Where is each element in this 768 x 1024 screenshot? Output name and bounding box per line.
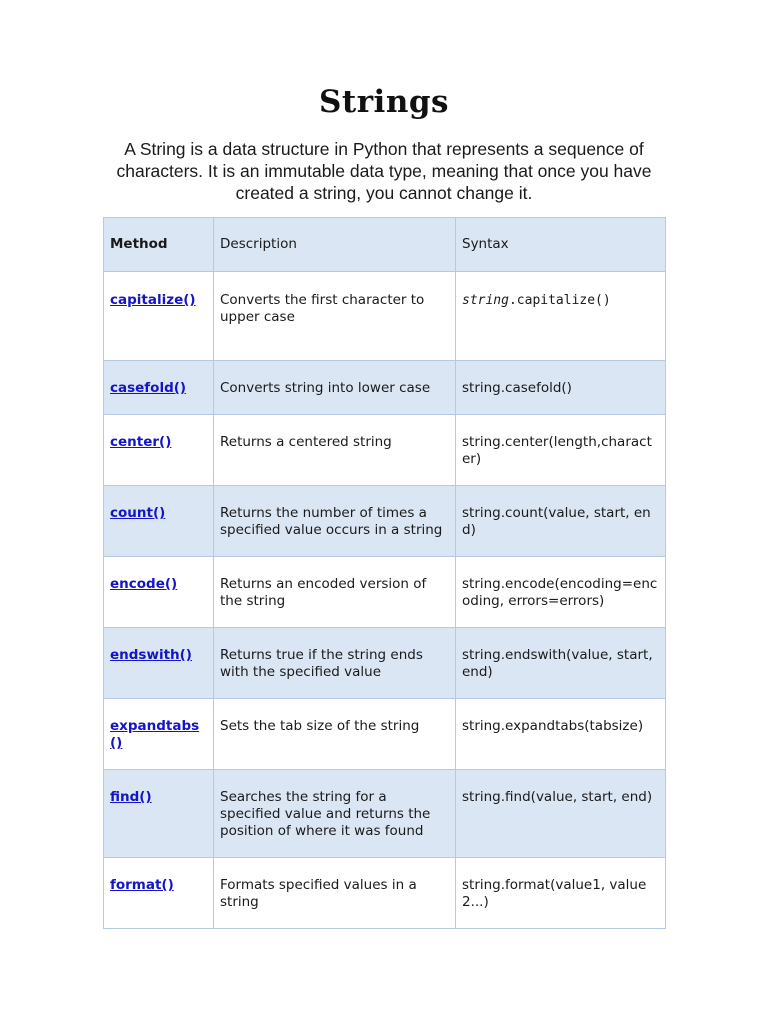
method-cell (104, 486, 214, 557)
method-link-format[interactable]: format() (110, 877, 174, 893)
description-cell: Sets the tab size of the string (214, 699, 456, 770)
table-header-row (104, 218, 666, 272)
syntax-cell: string.encode(encoding=encoding, errors=errors) (456, 557, 666, 628)
method-cell (104, 628, 214, 699)
description-cell: Returns the number of times a specified value occurs in a string (214, 486, 456, 557)
page-title: Strings (319, 84, 449, 120)
syntax-cell: string.endswith(value, start, end) (456, 628, 666, 699)
method-link-encode[interactable]: encode() (110, 576, 178, 592)
description-cell: Returns true if the string ends with the specified value (214, 628, 456, 699)
description-cell: Returns an encoded version of the string (214, 557, 456, 628)
header-description: Description (214, 218, 456, 272)
syntax-cell: string.count(value, start, end) (456, 486, 666, 557)
syntax-cell: string.capitalize() (456, 272, 666, 361)
table-row (104, 486, 666, 557)
syntax-cell: string.expandtabs(tabsize) (456, 699, 666, 770)
table-row (104, 858, 666, 929)
table-row (104, 557, 666, 628)
description-cell: Searches the string for a specified value and returns the position of where it was found (214, 770, 456, 858)
method-cell (104, 858, 214, 929)
method-cell (104, 415, 214, 486)
description-cell: Converts string into lower case (214, 361, 456, 415)
method-link-count[interactable]: count() (110, 505, 166, 521)
method-link-casefold[interactable]: casefold() (110, 380, 187, 396)
method-cell (104, 361, 214, 415)
method-link-expandtabs[interactable]: expandtabs() (110, 718, 200, 751)
table-row (104, 361, 666, 415)
method-link-capitalize[interactable]: capitalize() (110, 292, 196, 308)
syntax-cell: string.casefold() (456, 361, 666, 415)
method-link-find[interactable]: find() (110, 789, 152, 805)
method-cell (104, 557, 214, 628)
syntax-cell: string.find(value, start, end) (456, 770, 666, 858)
method-link-endswith[interactable]: endswith() (110, 647, 192, 663)
header-method: Method (104, 218, 214, 272)
table-row (104, 272, 666, 361)
table-row (104, 415, 666, 486)
syntax-cell: string.center(length,character) (456, 415, 666, 486)
syntax-cell: string.format(value1, value2...) (456, 858, 666, 929)
method-cell (104, 770, 214, 858)
description-cell: Formats specified values in a string (214, 858, 456, 929)
method-cell (104, 272, 214, 361)
description-cell: Converts the first character to upper case (214, 272, 456, 361)
methods-table-container (103, 217, 666, 929)
table-row (104, 770, 666, 858)
method-link-center[interactable]: center() (110, 434, 172, 450)
header-syntax: Syntax (456, 218, 666, 272)
intro-paragraph: A String is a data structure in Python that represents a sequence of characters. It is an immutable data type, meaning that once you have created a string, you cannot change it. (116, 139, 652, 203)
method-cell (104, 699, 214, 770)
table-row (104, 628, 666, 699)
string-methods-table (103, 217, 666, 929)
description-cell: Returns a centered string (214, 415, 456, 486)
table-row (104, 699, 666, 770)
